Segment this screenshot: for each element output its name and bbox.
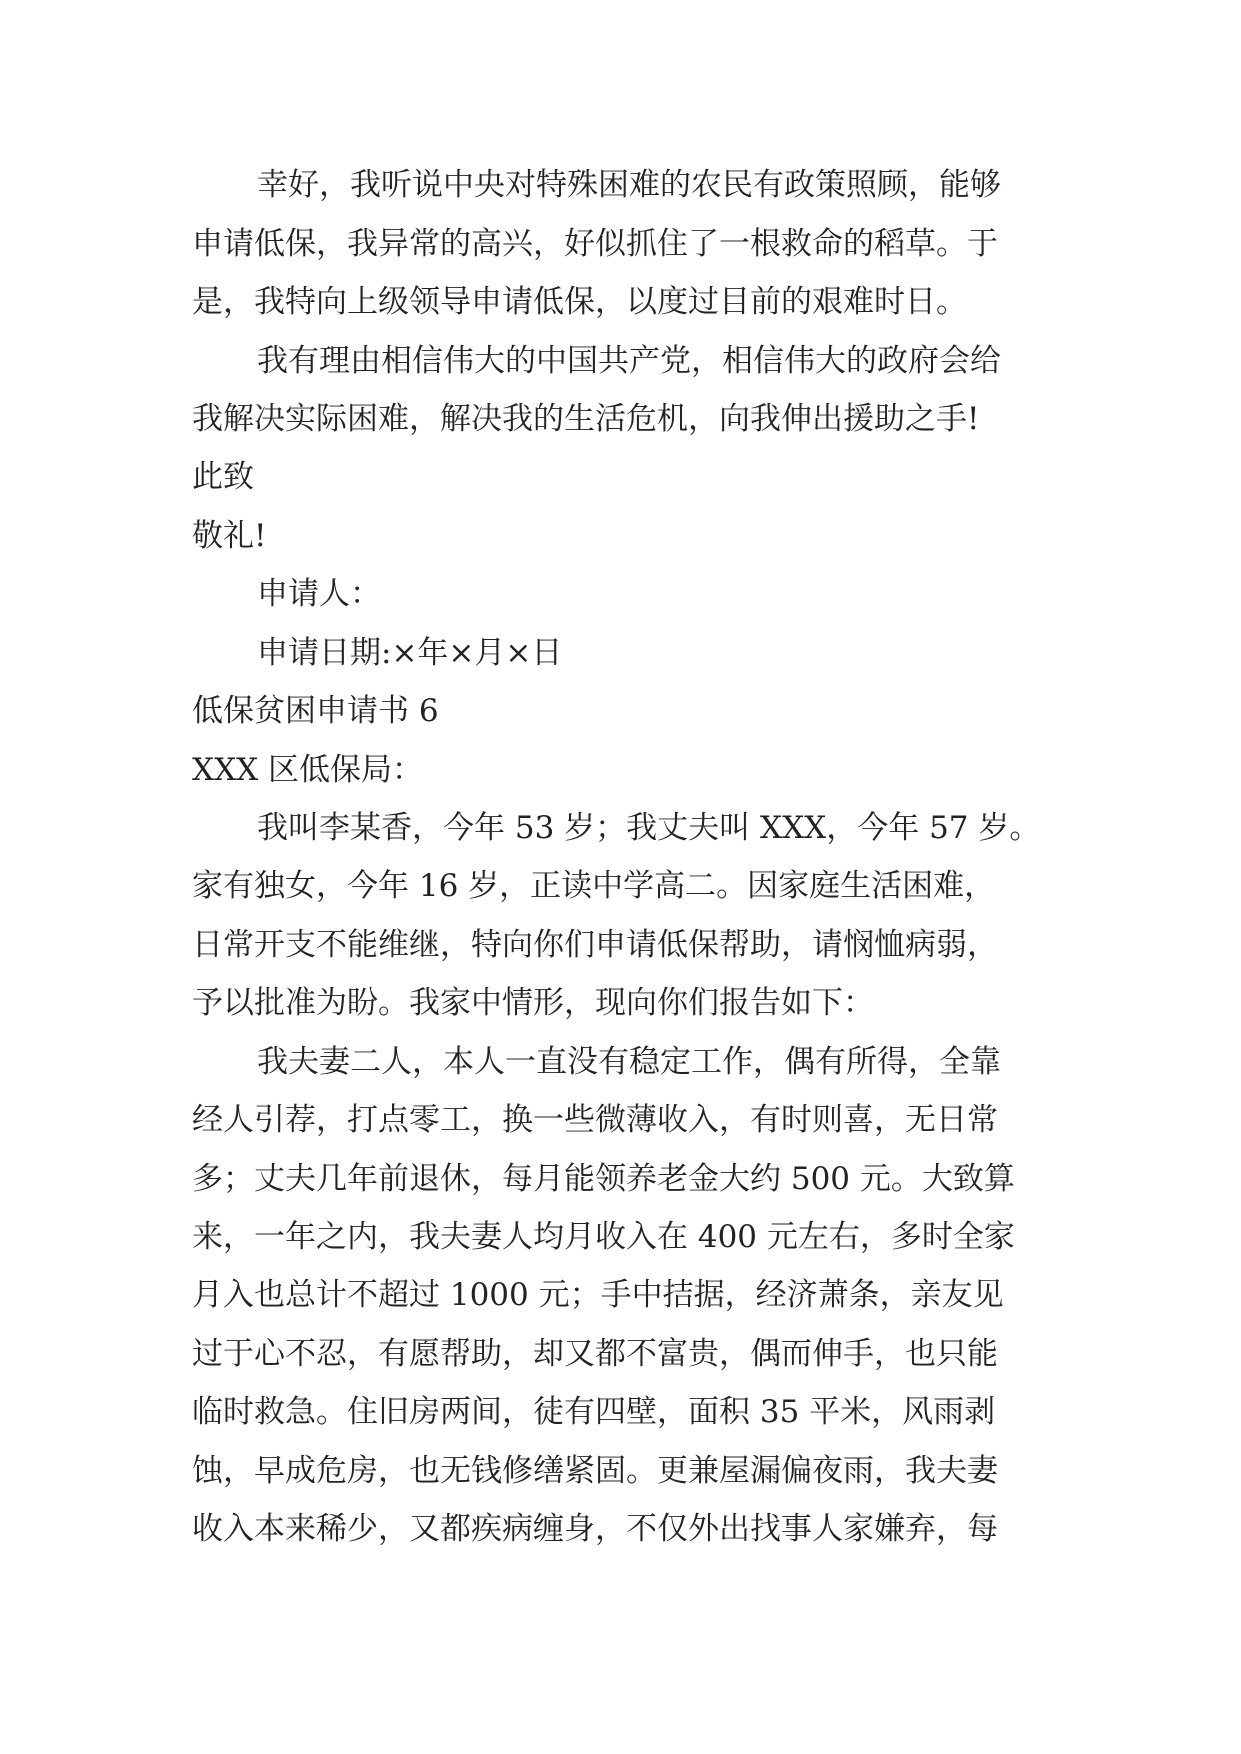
paragraph-line: 经人引荐，打点零工，换一些微薄收入，有时则喜，无日常 <box>192 1102 998 1138</box>
paragraph-line: 我夫妻二人，本人一直没有稳定工作，偶有所得，全靠 <box>257 1044 1001 1080</box>
paragraph-line: 予以批准为盼。我家中情形，现向你们报告如下： <box>192 985 874 1021</box>
section-heading: 低保贫困申请书 6 <box>192 693 439 729</box>
paragraph-line: 收入本来稀少，又都疾病缠身，不仅外出找事人家嫌弃，每 <box>192 1511 998 1547</box>
paragraph-line: 是，我特向上级领导申请低保，以度过目前的艰难时日。 <box>192 284 967 320</box>
paragraph-line: 我有理由相信伟大的中国共产党，相信伟大的政府会给 <box>257 343 1001 379</box>
paragraph-line: 我解决实际困难，解决我的生活危机，向我伸出援助之手! <box>192 401 980 437</box>
paragraph-line: 月入也总计不超过 1000 元；手中拮据，经济萧条，亲友见 <box>192 1277 1004 1313</box>
paragraph-line: 多；丈夫几年前退休，每月能领养老金大约 500 元。大致算 <box>192 1161 1015 1197</box>
paragraph-line: 日常开支不能维继，特向你们申请低保帮助，请悯恤病弱， <box>192 927 998 963</box>
paragraph-line: 幸好，我听说中央对特殊困难的农民有政策照顾，能够 <box>257 167 1001 203</box>
paragraph-line: 我叫李某香，今年 53 岁；我丈夫叫 XXX，今年 57 岁。 <box>257 810 1041 846</box>
paragraph-line: 申请低保，我异常的高兴，好似抓住了一根救命的稻草。于 <box>192 226 998 262</box>
application-date: 申请日期:×年×月×日 <box>257 635 563 671</box>
paragraph-line: 来，一年之内，我夫妻人均月收入在 400 元左右，多时全家 <box>192 1219 1015 1255</box>
closing-salutation: 敬礼! <box>192 518 267 554</box>
recipient-line: XXX 区低保局： <box>192 752 424 788</box>
applicant-label: 申请人： <box>257 576 381 612</box>
closing-line: 此致 <box>192 459 254 495</box>
paragraph-line: 家有独女，今年 16 岁，正读中学高二。因家庭生活困难， <box>192 868 996 904</box>
paragraph-line: 蚀，早成危房，也无钱修缮紧固。更兼屋漏偏夜雨，我夫妻 <box>192 1453 998 1489</box>
paragraph-line: 过于心不忍，有愿帮助，却又都不富贵，偶而伸手，也只能 <box>192 1336 998 1372</box>
paragraph-line: 临时救急。住旧房两间，徒有四壁，面积 35 平米，风雨剥 <box>192 1394 996 1430</box>
